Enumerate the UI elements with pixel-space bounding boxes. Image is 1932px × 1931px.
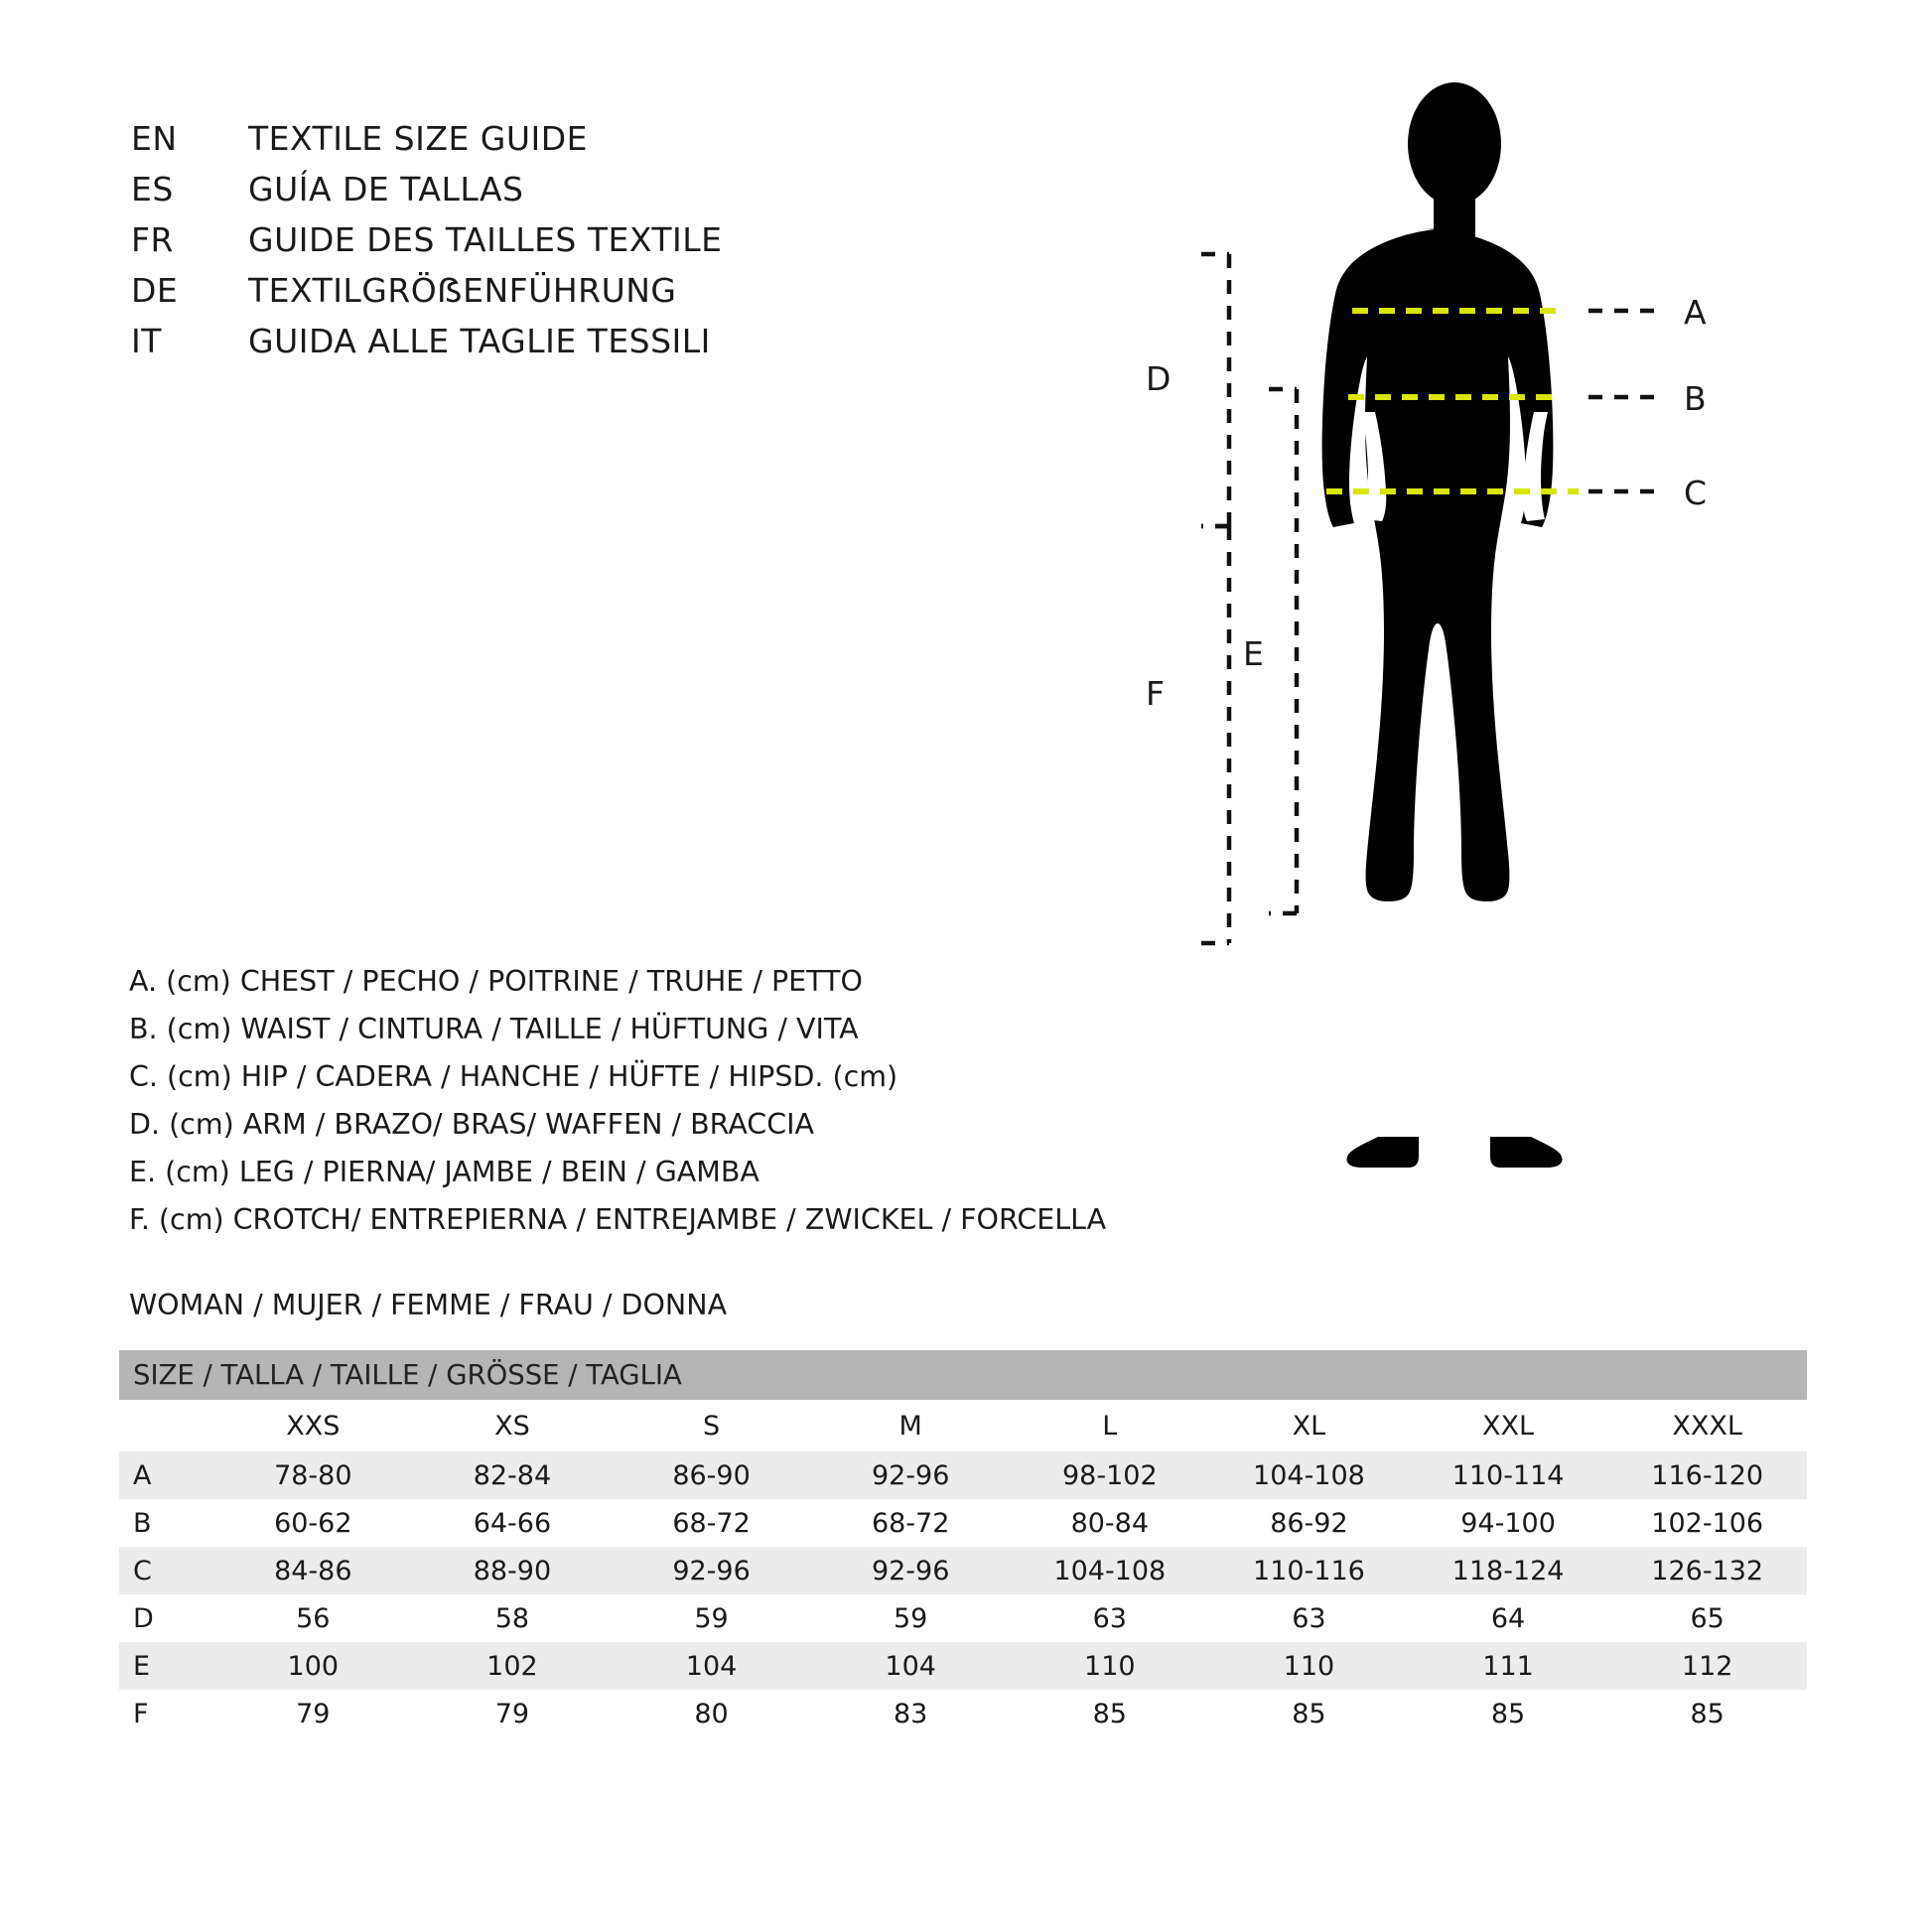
- title-text-fr: GUIDE DES TAILLES TEXTILE: [248, 220, 723, 259]
- title-lang-it: IT: [131, 322, 162, 360]
- cell-b-xs: 64-66: [413, 1499, 613, 1547]
- cell-e-m: 104: [811, 1642, 1011, 1690]
- cell-a-xl: 104-108: [1209, 1451, 1409, 1499]
- bracket-d: [1201, 254, 1229, 526]
- cell-e-s: 104: [612, 1642, 811, 1690]
- label-e: E: [1243, 634, 1264, 673]
- title-text-de: TEXTILGRÖẞENFÜHRUNG: [248, 271, 677, 310]
- cell-e-xxxl: 112: [1607, 1642, 1807, 1690]
- table-header-label: SIZE / TALLA / TAILLE / GRÖSSE / TAGLIA: [119, 1350, 1807, 1400]
- measurement-figure: [1122, 69, 1857, 1261]
- title-lang-fr: FR: [131, 220, 174, 259]
- cell-d-xxxl: 65: [1607, 1594, 1807, 1642]
- row-label-e: E: [119, 1642, 213, 1690]
- cell-f-s: 80: [612, 1690, 811, 1737]
- table-row: [119, 1690, 1807, 1737]
- cell-b-l: 80-84: [1011, 1499, 1210, 1547]
- cell-f-xs: 79: [413, 1690, 613, 1737]
- table-row: [119, 1499, 1807, 1547]
- size-col-xxl: XXL: [1409, 1400, 1608, 1451]
- cell-d-l: 63: [1011, 1594, 1210, 1642]
- cell-e-l: 110: [1011, 1642, 1210, 1690]
- title-row: [131, 119, 925, 170]
- group-caption: WOMAN / MUJER / FEMME / FRAU / DONNA: [129, 1289, 728, 1321]
- size-col-xxs: XXS: [213, 1400, 413, 1451]
- cell-a-xxs: 78-80: [213, 1451, 413, 1499]
- title-text-en: TEXTILE SIZE GUIDE: [248, 119, 588, 158]
- cell-c-xl: 110-116: [1209, 1547, 1409, 1594]
- table-sizes-row: [119, 1400, 1807, 1451]
- cell-d-xxl: 64: [1409, 1594, 1608, 1642]
- cell-f-m: 83: [811, 1690, 1011, 1737]
- label-d: D: [1146, 359, 1172, 398]
- cell-c-s: 92-96: [612, 1547, 811, 1594]
- cell-c-l: 104-108: [1011, 1547, 1210, 1594]
- label-c: C: [1684, 474, 1708, 512]
- cell-e-xxl: 111: [1409, 1642, 1608, 1690]
- cell-d-s: 59: [612, 1594, 811, 1642]
- table-row: [119, 1594, 1807, 1642]
- cell-c-m: 92-96: [811, 1547, 1011, 1594]
- cell-e-xs: 102: [413, 1642, 613, 1690]
- cell-f-xl: 85: [1209, 1690, 1409, 1737]
- cell-a-xxxl: 116-120: [1607, 1451, 1807, 1499]
- title-row: [131, 220, 925, 271]
- bracket-e: [1269, 389, 1297, 913]
- cell-b-xxs: 60-62: [213, 1499, 413, 1547]
- bracket-f: [1201, 526, 1229, 943]
- table-header-bar: [119, 1350, 1807, 1400]
- legend-block: [129, 958, 1172, 1244]
- legend-row-e: E. (cm) LEG / PIERNA/ JAMBE / BEIN / GAMBA: [129, 1156, 759, 1188]
- cell-b-s: 68-72: [612, 1499, 811, 1547]
- row-label-f: F: [119, 1690, 213, 1737]
- size-col-m: M: [811, 1400, 1011, 1451]
- table-row: [119, 1642, 1807, 1690]
- size-col-xxxl: XXXL: [1607, 1400, 1807, 1451]
- title-text-es: GUÍA DE TALLAS: [248, 170, 524, 208]
- cell-f-xxs: 79: [213, 1690, 413, 1737]
- legend-row-a: A. (cm) CHEST / PECHO / POITRINE / TRUHE / PETTO: [129, 965, 863, 998]
- table-row: [119, 1547, 1807, 1594]
- cell-d-m: 59: [811, 1594, 1011, 1642]
- cell-a-m: 92-96: [811, 1451, 1011, 1499]
- title-lang-de: DE: [131, 271, 179, 310]
- cell-b-xxxl: 102-106: [1607, 1499, 1807, 1547]
- cell-a-xs: 82-84: [413, 1451, 613, 1499]
- size-col-xs: XS: [413, 1400, 613, 1451]
- table-corner-cell: [119, 1400, 213, 1451]
- cell-e-xxs: 100: [213, 1642, 413, 1690]
- size-table: [119, 1350, 1807, 1737]
- cell-f-xxl: 85: [1409, 1690, 1608, 1737]
- title-block: [131, 119, 925, 372]
- cell-b-xl: 86-92: [1209, 1499, 1409, 1547]
- woman-silhouette: [1322, 82, 1563, 1168]
- legend-row-b: B. (cm) WAIST / CINTURA / TAILLE / HÜFTUNG / VITA: [129, 1013, 859, 1045]
- cell-b-m: 68-72: [811, 1499, 1011, 1547]
- row-label-b: B: [119, 1499, 213, 1547]
- row-label-a: A: [119, 1451, 213, 1499]
- row-label-c: C: [119, 1547, 213, 1594]
- title-text-it: GUIDA ALLE TAGLIE TESSILI: [248, 322, 711, 360]
- legend-row-d: D. (cm) ARM / BRAZO/ BRAS/ WAFFEN / BRACCIA: [129, 1108, 815, 1141]
- cell-a-s: 86-90: [612, 1451, 811, 1499]
- title-lang-es: ES: [131, 170, 174, 208]
- cell-c-xxxl: 126-132: [1607, 1547, 1807, 1594]
- cell-d-xl: 63: [1209, 1594, 1409, 1642]
- cell-d-xxs: 56: [213, 1594, 413, 1642]
- label-a: A: [1684, 293, 1707, 332]
- label-b: B: [1684, 379, 1707, 418]
- label-f: F: [1146, 674, 1165, 713]
- cell-a-xxl: 110-114: [1409, 1451, 1608, 1499]
- title-row: [131, 322, 925, 372]
- legend-row-c: C. (cm) HIP / CADERA / HANCHE / HÜFTE / HIPSD. (cm): [129, 1060, 898, 1093]
- title-lang-en: EN: [131, 119, 178, 158]
- cell-f-l: 85: [1011, 1690, 1210, 1737]
- size-col-s: S: [612, 1400, 811, 1451]
- cell-d-xs: 58: [413, 1594, 613, 1642]
- cell-c-xs: 88-90: [413, 1547, 613, 1594]
- title-row: [131, 271, 925, 322]
- cell-e-xl: 110: [1209, 1642, 1409, 1690]
- cell-a-l: 98-102: [1011, 1451, 1210, 1499]
- title-row: [131, 170, 925, 220]
- cell-c-xxl: 118-124: [1409, 1547, 1608, 1594]
- cell-f-xxxl: 85: [1607, 1690, 1807, 1737]
- cell-c-xxs: 84-86: [213, 1547, 413, 1594]
- legend-row-f: F. (cm) CROTCH/ ENTREPIERNA / ENTREJAMBE / ZWICKEL / FORCELLA: [129, 1203, 1107, 1236]
- row-label-d: D: [119, 1594, 213, 1642]
- size-col-l: L: [1011, 1400, 1210, 1451]
- table-row: [119, 1451, 1807, 1499]
- cell-b-xxl: 94-100: [1409, 1499, 1608, 1547]
- size-col-xl: XL: [1209, 1400, 1409, 1451]
